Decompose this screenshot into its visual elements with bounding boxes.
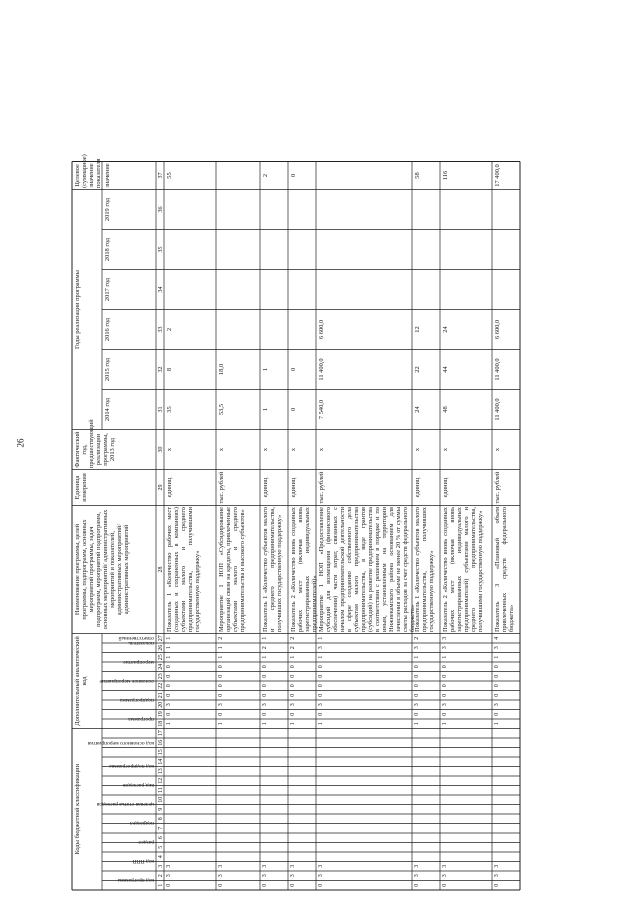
- code-cell: 0: [493, 684, 500, 688]
- code-cell: 0: [217, 665, 224, 669]
- row-fact: х: [289, 447, 297, 452]
- code-cell: 3: [317, 703, 324, 707]
- code-cell: 0: [413, 684, 420, 688]
- header-years: Годы реализации программы: [73, 270, 81, 349]
- row-year-value: 22: [413, 366, 421, 373]
- code-cell: 0: [413, 674, 420, 678]
- code-cell: 0: [261, 693, 268, 697]
- column-number: 27: [157, 635, 164, 642]
- code-cell: 3: [317, 864, 324, 868]
- row-unit: единиц: [261, 477, 269, 498]
- code-cell: 0: [261, 712, 268, 716]
- header-year-3: 2016 год: [103, 317, 111, 342]
- row-text: Показатель 2 «Количество вновь созданных рабочих мест (включая вновь зарегистрированных индивидуальных предпринимателей) субъектами малого и среднего предпринимательства, получившими государственную поддержку»: [441, 507, 484, 632]
- column-number: 2: [157, 874, 164, 878]
- column-number: 10: [157, 796, 164, 803]
- code-cell: 1: [493, 655, 500, 659]
- code-cell: 0: [317, 712, 324, 716]
- row-target: 0: [289, 173, 297, 178]
- row-fact: х: [413, 447, 421, 452]
- code-cell: 0: [165, 883, 172, 887]
- code-cell: 3: [165, 864, 172, 868]
- header-event-col: код основного мероприятия: [87, 739, 154, 746]
- code-cell: 3: [413, 864, 420, 868]
- column-number: 29: [157, 484, 164, 491]
- column-number: 36: [157, 206, 164, 213]
- code-cell: 3: [317, 646, 324, 650]
- header-year-2: 2015 год: [103, 357, 111, 382]
- row-year-value: 44: [441, 366, 449, 373]
- column-number: 16: [157, 739, 164, 746]
- row-year-value: 11 400,0: [317, 358, 325, 381]
- row-unit: тыс. рублей: [217, 471, 225, 504]
- code-cell: 0: [413, 712, 420, 716]
- code-cell: 3: [289, 874, 296, 878]
- code-cell: 0: [493, 693, 500, 697]
- row-year-value: 0: [289, 367, 297, 372]
- code-cell: 0: [317, 674, 324, 678]
- code-cell: 2: [289, 636, 296, 640]
- header-owner-col: ответственный: [118, 635, 154, 642]
- header-target-value: значение: [103, 163, 111, 188]
- header-year-1: 2014 год: [103, 397, 111, 422]
- row-unit: единиц: [413, 477, 421, 498]
- code-cell: 1: [165, 655, 172, 659]
- row-unit: единиц: [441, 477, 449, 498]
- header-fact: Фактический год, предшествующий реализации программы, 2013 год: [73, 419, 116, 468]
- column-number: 31: [157, 406, 164, 413]
- header-year-4: 2017 год: [103, 277, 111, 302]
- code-cell: 0: [413, 883, 420, 887]
- code-cell: 0: [165, 665, 172, 669]
- row-year-value: 7 540,0: [317, 399, 325, 420]
- column-number: 5: [157, 845, 164, 849]
- code-cell: 3: [493, 703, 500, 707]
- column-number: 28: [157, 566, 164, 573]
- row-year-value: 24: [441, 326, 449, 333]
- code-cell: 0: [289, 712, 296, 716]
- column-number: 17: [157, 730, 164, 737]
- column-number: 25: [157, 654, 164, 661]
- code-cell: 0: [413, 693, 420, 697]
- column-number: 4: [157, 855, 164, 859]
- row-fact: х: [493, 447, 501, 452]
- code-cell: 0: [217, 684, 224, 688]
- code-cell: 0: [261, 883, 268, 887]
- code-cell: 1: [317, 655, 324, 659]
- row-unit: тыс. рублей: [493, 471, 501, 504]
- column-number: 19: [157, 711, 164, 718]
- code-cell: 3: [289, 703, 296, 707]
- code-cell: 0: [165, 712, 172, 716]
- row-year-value: 0: [289, 407, 297, 412]
- column-number: 1: [157, 883, 164, 887]
- column-number: 37: [157, 172, 164, 179]
- code-cell: 0: [289, 883, 296, 887]
- program-table: [72, 20, 612, 890]
- code-cell: 1: [165, 636, 172, 640]
- code-cell: 3: [165, 703, 172, 707]
- code-cell: 2: [289, 646, 296, 650]
- header-vr: вид расходов: [122, 782, 154, 789]
- code-cell: 3: [441, 864, 448, 868]
- column-number: 6: [157, 836, 164, 840]
- code-cell: 3: [441, 646, 448, 650]
- row-year-value: 35: [165, 406, 173, 413]
- row-text: Мероприятие 1 НОП «Предоставление субсидий для возмещения (финансового обеспечения) части затрат, связанных с началом предпринимательской деятельности в сфере созданию собственного дела субъектам малого предпринимательства предпринимательства, в виде грантов (субсидий) на развитие предпринимательства в соответствии с решением в порядке и по иным, установленным на территории Нижнекамского района основанием для зачисления в объеме не менее 20 % от суммы сметы расходов за счет средств федерального бюджета»: [317, 507, 416, 632]
- header-unit: Единица измерения: [73, 473, 88, 502]
- header-stage-col: основное мероприятие: [99, 678, 154, 684]
- header-subprogram-col: подпрограмма: [119, 697, 154, 703]
- code-cell: 0: [441, 883, 448, 887]
- row-unit: единиц: [165, 477, 173, 498]
- column-number: 3: [157, 864, 164, 868]
- header-subprogram-code: код подпрограммы: [109, 763, 154, 770]
- column-number: 20: [157, 701, 164, 708]
- row-year-value: 53,5: [217, 403, 225, 416]
- code-cell: 4: [493, 636, 500, 640]
- header-name: Наименование программы, целей программы, подпрограмм, основных мероприятий программы, задач подпрограмм, мероприятий подпрограмм, основных мероприятий/ административных мероприятий и показателей, административных мероприятий/ административных мероприятий: [73, 509, 130, 630]
- row-year-value: 8: [165, 367, 173, 372]
- code-cell: 1: [261, 636, 268, 640]
- code-cell: 1: [289, 655, 296, 659]
- code-cell: 1: [217, 646, 224, 650]
- code-cell: 0: [493, 674, 500, 678]
- row-text: Мероприятие 1 НОП «Субсидирование организаций связи на кредиты, привлеченные субъектами малого и среднего предпринимательства и высокого субъектов»: [217, 507, 246, 632]
- code-cell: 3: [413, 874, 420, 878]
- header-indicator-col: показатель: [128, 640, 154, 646]
- column-number: 9: [157, 807, 164, 811]
- code-cell: 3: [261, 874, 268, 878]
- row-year-value: 48: [441, 406, 449, 413]
- header-year-6: 2019 год: [103, 197, 111, 222]
- column-number: 11: [157, 787, 164, 794]
- page-number: 26: [15, 438, 26, 448]
- column-number: 30: [157, 446, 164, 453]
- row-year-value: 18,0: [217, 363, 225, 376]
- code-cell: 0: [165, 674, 172, 678]
- code-cell: 1: [493, 722, 500, 726]
- row-target: 17 400,0: [493, 164, 501, 187]
- code-cell: 0: [289, 674, 296, 678]
- header-action-col: мероприятие: [123, 659, 154, 665]
- code-cell: 0: [317, 684, 324, 688]
- row-text: Показатель 1 «Количество субъектов малого предпринимательства, получивших государственную поддержку»: [413, 507, 435, 632]
- code-cell: 0: [217, 883, 224, 887]
- code-cell: 2: [217, 636, 224, 640]
- column-number: 13: [157, 768, 164, 775]
- row-target: 58: [413, 172, 421, 179]
- row-year-value: 1: [261, 367, 269, 372]
- header-year-5: 2018 год: [103, 237, 111, 262]
- code-cell: 1: [165, 646, 172, 650]
- code-cell: 0: [441, 665, 448, 669]
- code-cell: 1: [261, 722, 268, 726]
- code-cell: 3: [441, 874, 448, 878]
- column-number: 34: [157, 286, 164, 293]
- code-cell: 0: [217, 693, 224, 697]
- header-dop-group: Дополнительный аналитический код: [73, 636, 88, 726]
- code-cell: 0: [317, 665, 324, 669]
- row-target: 55: [165, 172, 173, 179]
- code-cell: 3: [165, 874, 172, 878]
- code-cell: 0: [317, 883, 324, 887]
- code-cell: 1: [441, 722, 448, 726]
- code-cell: 0: [217, 674, 224, 678]
- code-cell: 1: [289, 722, 296, 726]
- row-year-value: 1: [261, 407, 269, 412]
- column-number: 7: [157, 826, 164, 830]
- column-number: 23: [157, 673, 164, 680]
- row-target: 2: [261, 173, 269, 178]
- row-unit: тыс. рублей: [317, 471, 325, 504]
- code-cell: 3: [493, 646, 500, 650]
- row-fact: х: [261, 447, 269, 452]
- column-number: 22: [157, 682, 164, 689]
- code-cell: 3: [261, 703, 268, 707]
- column-number: 24: [157, 663, 164, 670]
- code-cell: 1: [261, 655, 268, 659]
- code-cell: 1: [317, 636, 324, 640]
- header-prz: раздел: [138, 839, 154, 846]
- column-number: 33: [157, 326, 164, 333]
- code-cell: 0: [261, 665, 268, 669]
- column-number: 26: [157, 644, 164, 651]
- header-code-group: Коды бюджетной классификации: [73, 763, 81, 855]
- row-year-value: 11 400,0: [493, 398, 501, 421]
- code-cell: 0: [493, 883, 500, 887]
- row-fact: х: [441, 447, 449, 452]
- code-cell: 1: [217, 655, 224, 659]
- code-cell: 1: [441, 655, 448, 659]
- header-ppp-code: код ППП: [132, 858, 154, 865]
- row-text: Показатель 1 «Количество рабочих мест (созданных и сохраненных в компаниях) субъектами малого и среднего предпринимательства, получившими государственную поддержку»: [165, 507, 201, 632]
- column-number: 32: [157, 366, 164, 373]
- column-number: 21: [157, 692, 164, 699]
- row-text: Показатель 3 «Плановый объем привлеченных средств федерального бюджета»: [493, 507, 515, 632]
- column-number: 35: [157, 246, 164, 253]
- code-cell: 0: [261, 684, 268, 688]
- code-cell: 0: [261, 674, 268, 678]
- row-unit: единиц: [289, 477, 297, 498]
- code-cell: 3: [317, 874, 324, 878]
- code-cell: 0: [289, 693, 296, 697]
- code-cell: 0: [493, 712, 500, 716]
- row-year-value: 2: [165, 327, 173, 332]
- column-number: 12: [157, 777, 164, 784]
- row-text: Показатель 1 «Количество субъектов малого и среднего предпринимательства, получивших государственную поддержку»: [261, 507, 283, 632]
- code-cell: 0: [441, 684, 448, 688]
- code-cell: 0: [441, 693, 448, 697]
- column-number: 18: [157, 720, 164, 727]
- code-cell: 1: [413, 722, 420, 726]
- column-number: 8: [157, 817, 164, 821]
- code-cell: 3: [441, 636, 448, 640]
- code-cell: 0: [289, 684, 296, 688]
- column-number: 15: [157, 749, 164, 756]
- row-fact: х: [217, 447, 225, 452]
- code-cell: 3: [493, 864, 500, 868]
- header-program-col: программа: [128, 716, 154, 722]
- code-cell: 0: [441, 674, 448, 678]
- code-cell: 3: [261, 864, 268, 868]
- code-cell: 2: [261, 646, 268, 650]
- code-cell: 3: [493, 874, 500, 878]
- row-target: 116: [441, 170, 449, 181]
- row-year-value: 12: [413, 326, 421, 333]
- code-cell: 0: [413, 665, 420, 669]
- code-cell: 1: [165, 722, 172, 726]
- code-cell: 0: [289, 665, 296, 669]
- code-cell: 0: [217, 712, 224, 716]
- row-year-value: 6 600,0: [493, 319, 501, 340]
- code-cell: 0: [493, 665, 500, 669]
- header-rz: подраздел: [130, 820, 154, 827]
- code-cell: 2: [413, 636, 420, 640]
- code-cell: 3: [217, 703, 224, 707]
- row-text: Показатель 2 «Количество вновь созданных рабочих мест (включая вновь зарегистрированных индивидуальных предпринимателей)»: [289, 507, 318, 632]
- code-cell: 3: [217, 874, 224, 878]
- code-cell: 0: [317, 693, 324, 697]
- code-cell: 0: [165, 684, 172, 688]
- column-number: 14: [157, 758, 164, 765]
- header-target: Целевое (суммарное) значение показателя: [73, 154, 102, 188]
- row-year-value: 11 400,0: [493, 358, 501, 381]
- row-year-value: 6 600,0: [317, 319, 325, 340]
- row-year-value: 24: [413, 406, 421, 413]
- code-cell: 1: [413, 655, 420, 659]
- row-fact: х: [317, 447, 325, 452]
- code-cell: 1: [217, 722, 224, 726]
- code-cell: 3: [289, 864, 296, 868]
- code-cell: 3: [441, 703, 448, 707]
- row-fact: х: [165, 447, 173, 452]
- header-pr: целевая статья расходов: [96, 801, 154, 808]
- code-cell: 0: [441, 712, 448, 716]
- code-cell: 3: [217, 864, 224, 868]
- code-cell: 0: [165, 693, 172, 697]
- code-cell: 1: [317, 722, 324, 726]
- code-cell: 3: [413, 646, 420, 650]
- code-cell: 3: [413, 703, 420, 707]
- header-program-code: код программы: [117, 877, 154, 884]
